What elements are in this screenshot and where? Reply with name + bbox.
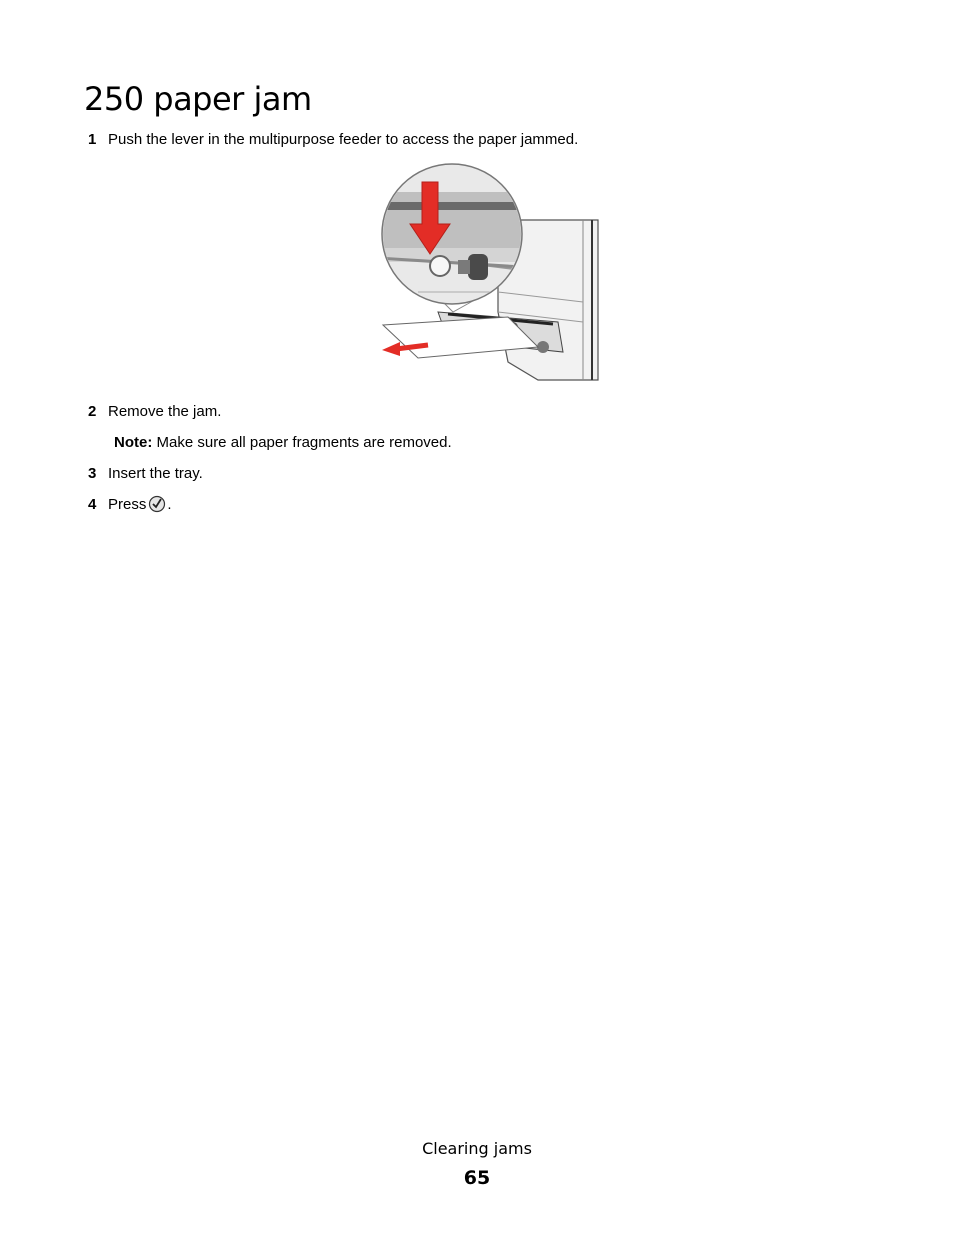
page-number: 65: [463, 1167, 491, 1189]
step-number: 4: [88, 496, 97, 513]
note: [114, 433, 452, 453]
note-text: Make sure all paper fragments are removed.: [156, 434, 452, 451]
step-text-end: .: [167, 496, 172, 513]
printer-feeder-illustration: [378, 162, 604, 384]
step-4: [88, 495, 172, 515]
checkmark-button-icon: [148, 495, 166, 513]
step-number: 1: [88, 131, 97, 148]
step-text: Remove the jam.: [108, 403, 222, 420]
note-label: Note:: [114, 434, 153, 451]
footer-section-title: Clearing jams: [422, 1139, 532, 1158]
printer-illustration-icon: [378, 162, 604, 384]
step-number: 2: [88, 403, 97, 420]
step-text: Press: [108, 496, 147, 513]
step-text: Push the lever in the multipurpose feeder to access the paper jammed.: [108, 131, 579, 148]
page-heading: 250 paper jam: [84, 80, 312, 118]
step-3: [88, 464, 203, 484]
step-text: Insert the tray.: [108, 465, 203, 482]
step-number: 3: [88, 465, 97, 482]
step-2: [88, 402, 221, 422]
step-1: [88, 130, 578, 150]
